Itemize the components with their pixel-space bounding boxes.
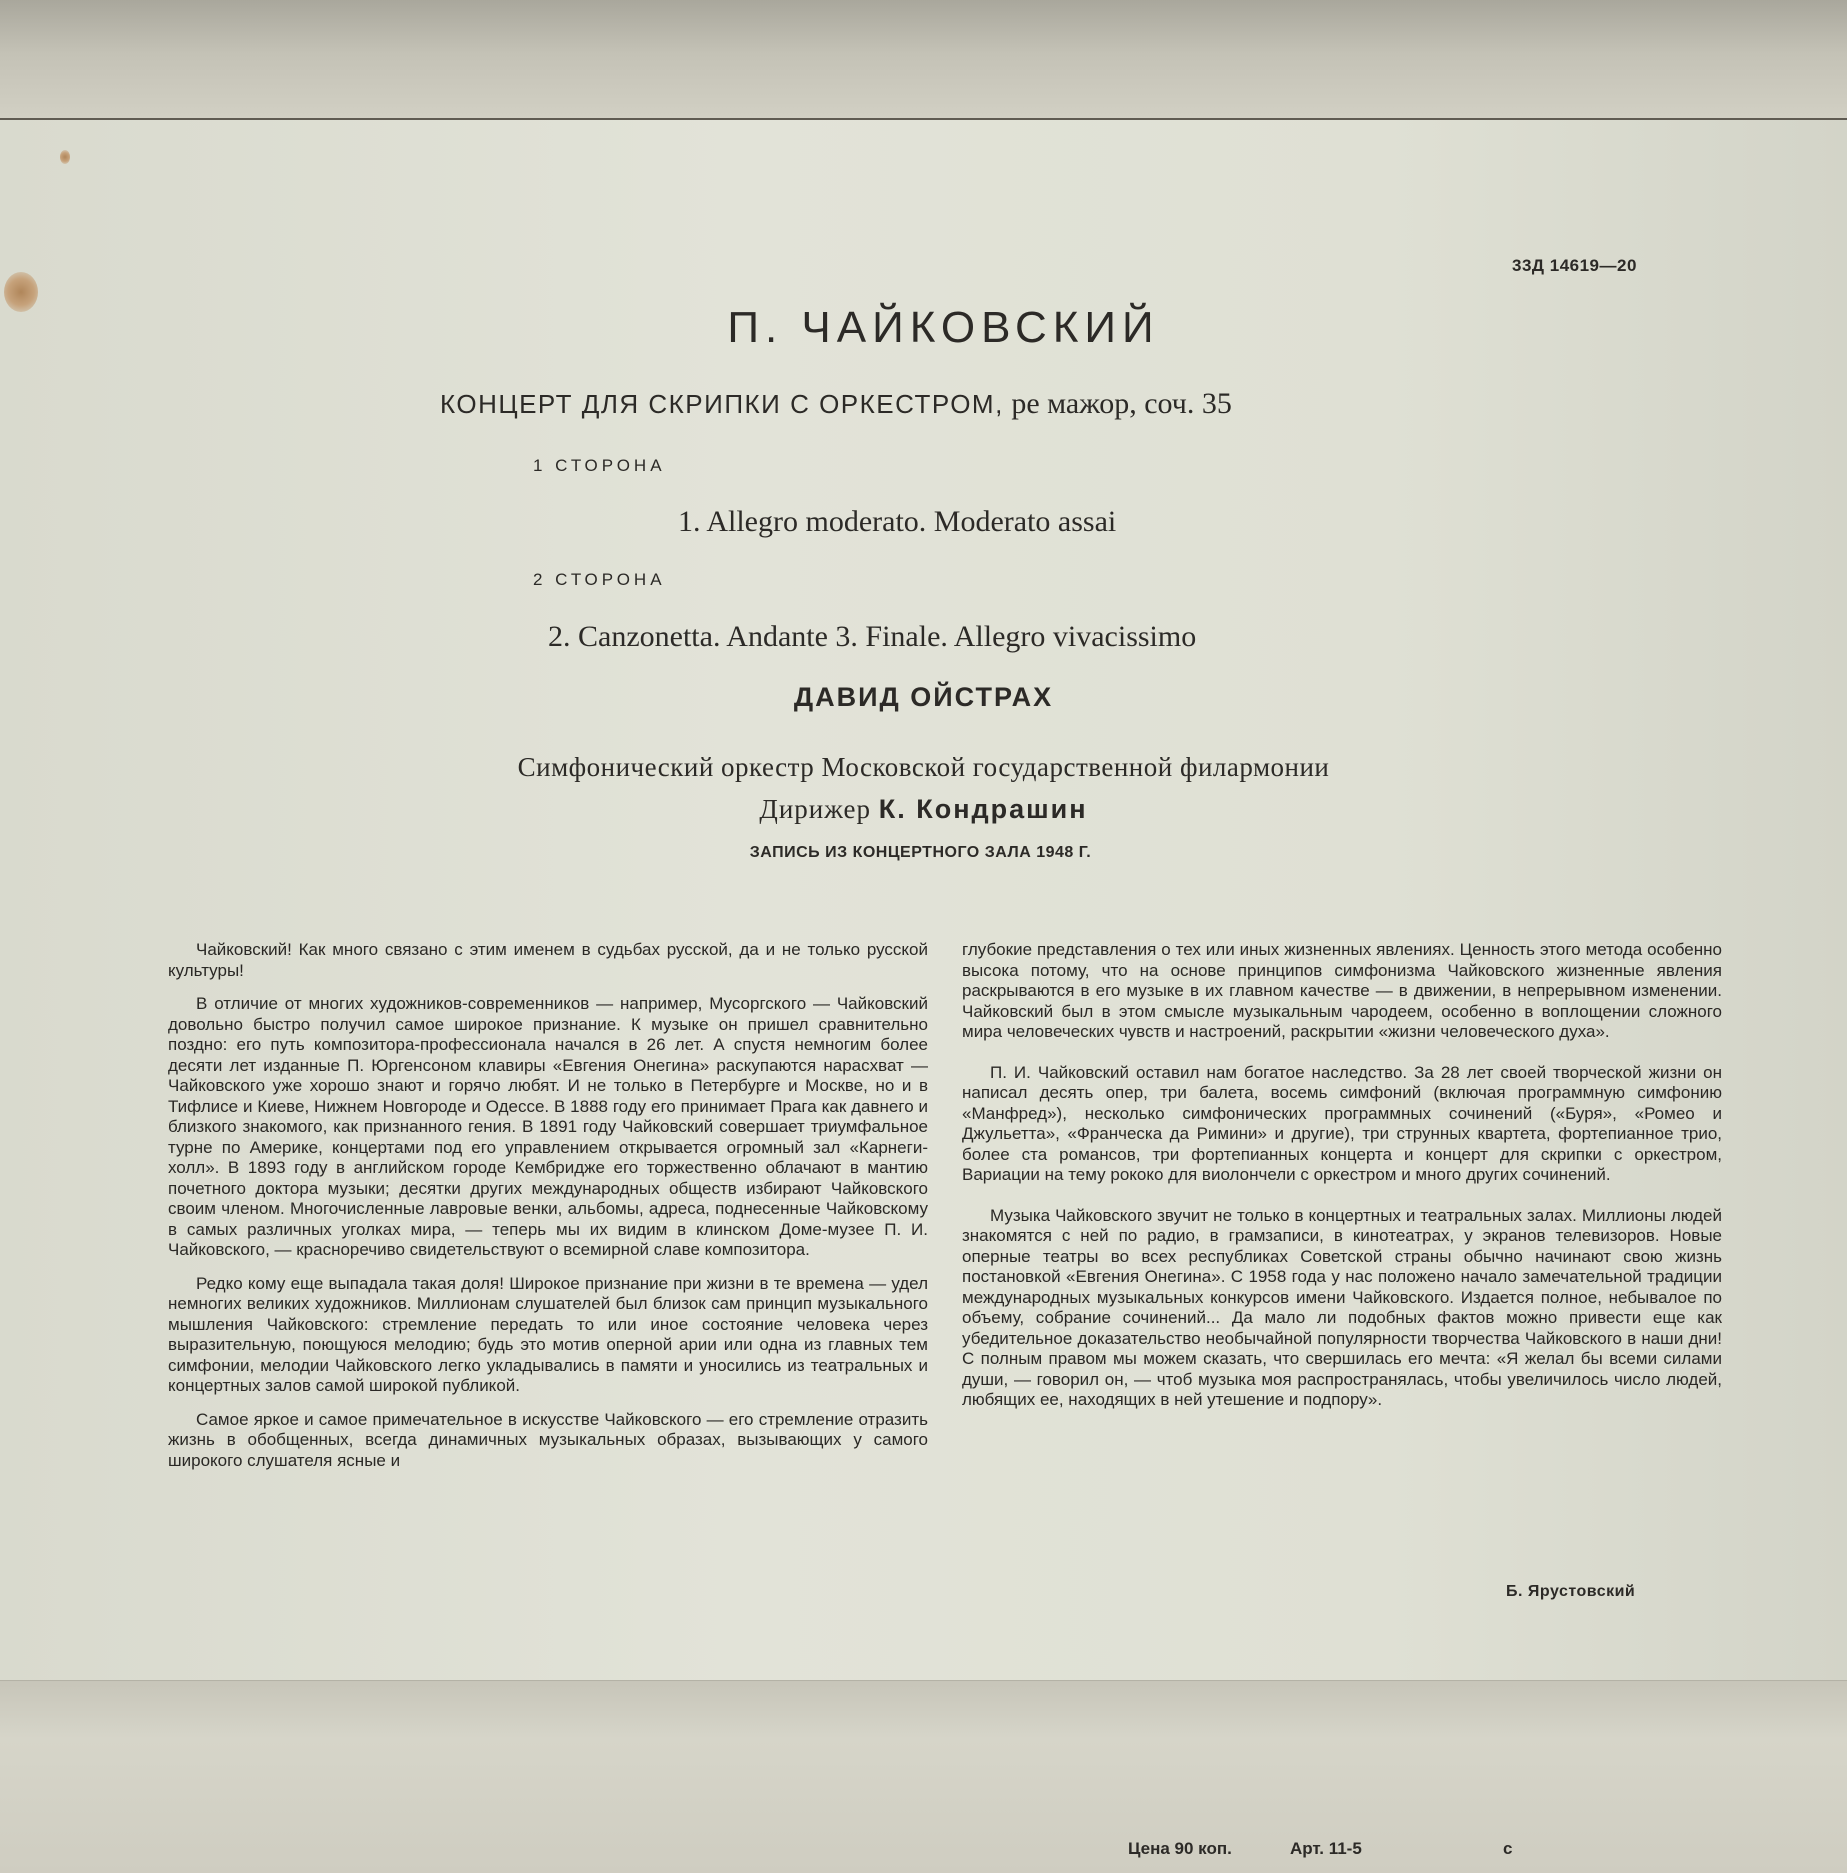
notes-paragraph: Чайковский! Как много связано с этим именем в судьбах русской, да и не только русской культуры! xyxy=(168,940,928,980)
liner-notes-left-column xyxy=(168,940,928,1471)
notes-paragraph: глубокие представления о тех или иных жизненных явлениях. Ценность этого метода особенно высока потому, что на основе принципов симфонизма Чайковского жизненные явления раскрываются в его музыке в их главном качестве — в движении, в непрерывном изменении. Чайковский был в этом смысле музыкальным чародеем, особенно в воплощении сложного мира человеческих чувств и настроений, раскрытии «жизни человеческого духа». xyxy=(962,940,1722,1041)
conductor-name: К. Кондрашин xyxy=(878,794,1088,824)
performer-name: ДАВИД ОЙСТРАХ xyxy=(793,682,1054,712)
work-key-opus: ре мажор, соч. 35 xyxy=(1011,387,1232,420)
stain-mark xyxy=(60,150,70,164)
notes-paragraph: Музыка Чайковского звучит не только в концертных и театральных залах. Миллионы людей знакомятся с ней по радио, в грамзаписи, в кинотеатрах, у экранов телевизоров. Новые оперные театры во всех республиках Советской страны обычно начинают свою жизнь постановкой «Евгения Онегина». С 1958 года у нас положено начало замечательной традиции международных музыкальных конкурсов имени Чайковского. Издается полное, небывалое по объему, собрание сочинений... Да мало ли подобных фактов можно привести еще как убедительное доказательство необычайной популярности творчества Чайковского в наши дни! С полным правом мы можем сказать, что свершилась его мечта: «Я желал бы всеми силами души, — говорил он, — чтоб музыка моя распространялась, чтобы увеличилось число людей, любящих ее, находящих в ней утешение и подпору». xyxy=(962,1205,1722,1409)
work-title-caps: КОНЦЕРТ ДЛЯ СКРИПКИ С ОРКЕСТРОМ, xyxy=(440,389,1004,419)
article-number: Арт. 11-5 xyxy=(1290,1839,1362,1858)
notes-paragraph: Редко кому еще выпадала такая доля! Широкое признание при жизни в те времена — удел немногих великих художников. Миллионам слушателей был близок сам принцип музыкального мышления Чайковского: стремление передать то или иное состояние человека через выразительную, поющуюся мелодию; будь это мотив оперной арии или одна из главных тем симфонии, мелодии Чайковского легко укладывались в памяти и уносились из театральных и концертных залов самой широкой публикой. xyxy=(168,1273,928,1395)
side-1-label: 1 СТОРОНА xyxy=(533,456,666,475)
notes-paragraph: В отличие от многих художников-современников — например, Мусоргского — Чайковский довольно быстро получил самое широкое признание. К музыке он пришел сравнительно поздно: его путь композитора-профессионала начался в 26 лет. А спустя немногим более десяти лет изданные П. Юргенсоном клавиры «Евгения Онегина» раскупаются нарасхват — Чайковского уже хорошо знают и горячо любят. И не только в Петербурге и Москве, но и в Тифлисе и Киеве, Нижнем Новгороде и Одессе. В 1888 году его принимает Прага как давнего и близкого знакомого, как признанного гения. В 1891 году Чайковский совершает триумфальное турне по Америке, концертами под его управлением открывается огромный зал «Карнеги-холл». В 1893 году в английском городе Кембридже его торжественно облачают в мантию почетного доктора музыки; десятки других международных обществ избирают Чайковского своим членом. Многочисленные лавровые венки, альбомы, адреса, поднесенные Чайковскому в самых различных уголках мира, — теперь мы их видим в клинском Доме-музее П. И. Чайковского, — красноречиво свидетельствуют о всемирной славе композитора. xyxy=(168,994,928,1259)
notes-paragraph: П. И. Чайковский оставил нам богатое наследство. За 28 лет своей творческой жизни он написал десять опер, три балета, восемь симфоний (включая программную симфонию «Манфред»), несколько симфонических программных сочинений («Буря», «Ромео и Джульетта», «Франческа да Римини» и другие), три струнных квартета, фортепианное трио, более ста романсов, три фортепианных концерта и концерт для скрипки с оркестром, Вариации на тему рококо для виолончели с оркестром и много других сочинений. xyxy=(962,1062,1722,1184)
recording-note: ЗАПИСЬ ИЗ КОНЦЕРТНОГО ЗАЛА 1948 Г. xyxy=(749,844,1092,861)
orchestra-name: Симфонический оркестр Московской государственной филармонии xyxy=(517,752,1330,782)
author-signature: Б. Ярустовский xyxy=(1506,1583,1636,1600)
side-1-tracks: 1. Allegro moderato. Moderato assai xyxy=(678,505,1117,538)
bottom-flap xyxy=(0,1680,1847,1873)
price-label: Цена 90 коп. xyxy=(1128,1839,1232,1858)
side-2-label: 2 СТОРОНА xyxy=(533,570,666,589)
side-2-tracks: 2. Canzonetta. Andante 3. Finale. Allegro vivacissimo xyxy=(548,620,1197,653)
conductor-line xyxy=(0,794,1847,825)
catalog-number: 33Д 14619—20 xyxy=(1512,256,1637,275)
conductor-prefix: Дирижер xyxy=(759,794,872,824)
liner-notes-right-column xyxy=(962,940,1722,1424)
top-fold-edge xyxy=(0,0,1847,120)
notes-paragraph: Самое яркое и самое примечательное в искусстве Чайковского — его стремление отразить жизнь в обобщенных, всегда динамичных музыкальных образах, вызывающих у самого широкого слушателя ясные и xyxy=(168,1409,928,1470)
composer-title: П. ЧАЙКОВСКИЙ xyxy=(727,303,1160,352)
print-mark: с xyxy=(1503,1839,1513,1858)
work-title xyxy=(440,387,1232,421)
